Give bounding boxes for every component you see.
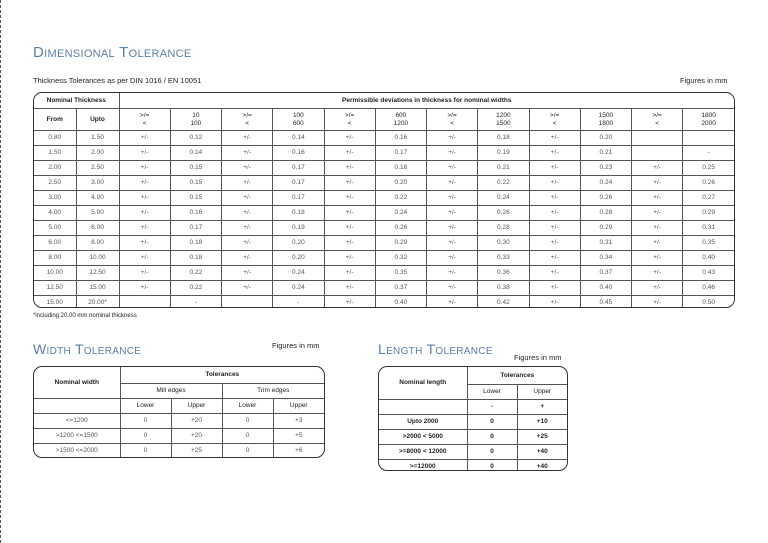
deviation-cell: +/- [324,296,375,309]
deviation-cell: 0.26 [580,191,631,206]
deviation-cell: 0.40 [580,281,631,296]
thickness-range-cell: 10.00 [76,251,119,266]
deviation-cell: 0.30 [478,236,529,251]
width-table [34,367,324,458]
deviation-cell: 0.22 [170,266,221,281]
width-range-header-line: < [450,119,455,127]
deviation-cell: +/- [427,236,478,251]
deviation-cell: +/- [119,221,170,236]
thickness-range-cell: 0.80 [34,131,76,146]
width-range-header-line: 10 [192,112,200,120]
deviation-cell: +/- [324,236,375,251]
thickness-range-cell: 1.50 [76,131,119,146]
deviation-cell: 0.24 [273,266,324,281]
thickness-row [34,281,734,296]
deviation-cell: +/- [427,281,478,296]
deviation-cell: +/- [427,191,478,206]
thickness-range-cell: 4.00 [76,191,119,206]
width-range-header-line: < [655,119,660,127]
deviation-cell: +/- [119,176,170,191]
thickness-range-cell: 1.50 [34,146,76,161]
deviation-cell: 0.12 [170,131,221,146]
dimensional-tolerance-title: Dimensional Tolerance [33,44,192,61]
deviation-cell: 0.21 [580,146,631,161]
deviation-cell: 0.25 [683,161,734,176]
deviation-cell: +/- [222,281,273,296]
length-upper-sign: + [517,400,567,415]
length-header-row-1 [379,367,567,385]
deviation-cell: +/- [427,266,478,281]
deviation-cell: 0.42 [478,296,529,309]
figures-note-width: Figures in mm [272,341,320,350]
deviation-cell: 0.20 [375,176,426,191]
deviation-cell: +/- [119,251,170,266]
deviation-cell: +/- [632,191,683,206]
deviation-cell: 0.16 [170,206,221,221]
deviation-cell: 0.19 [478,146,529,161]
thickness-range-cell: 2.00 [34,161,76,176]
thickness-range-cell: 12.50 [34,281,76,296]
deviation-cell: +/- [632,176,683,191]
deviation-cell: +/- [222,131,273,146]
nominal-width-cell: >1500 <=2000 [34,444,120,459]
deviation-cell: +/- [324,251,375,266]
width-blank-cell [34,399,120,414]
deviation-cell: +/- [324,176,375,191]
deviation-cell: 0.15 [170,176,221,191]
length-tolerances-header: Tolerances [467,367,567,385]
width-range-header [632,109,683,131]
width-tolerance-cell: +3 [273,414,324,429]
deviation-cell: 0.17 [273,176,324,191]
deviation-cell: +/- [632,161,683,176]
deviation-cell: +/- [222,176,273,191]
nominal-thickness-header: Nominal Thickness [34,93,119,109]
length-tolerance-cell: +40 [517,460,567,472]
thickness-row [34,236,734,251]
thickness-range-cell: 10.00 [34,266,76,281]
deviation-cell: - [683,146,734,161]
deviation-cell: 0.40 [683,251,734,266]
width-tolerance-cell: 0 [120,444,171,459]
width-range-header [375,109,426,131]
deviation-cell: 0.24 [273,281,324,296]
width-tolerance-title: Width Tolerance [33,341,142,357]
width-tolerance-cell: 0 [222,429,273,444]
deviation-cell: 0.45 [580,296,631,309]
deviation-cell: +/- [529,266,580,281]
width-range-header [170,109,221,131]
deviation-cell [119,296,170,309]
deviation-cell: +/- [427,251,478,266]
deviation-cell: +/- [222,221,273,236]
width-range-header-line: < [552,119,557,127]
deviation-cell: 0.24 [478,191,529,206]
length-row [379,445,567,460]
thickness-row [34,266,734,281]
deviation-cell: - [273,296,324,309]
width-table-frame [33,366,325,458]
deviation-cell: 0.27 [683,191,734,206]
deviation-cell: +/- [119,131,170,146]
deviation-cell: +/- [427,221,478,236]
deviation-cell: +/- [427,206,478,221]
deviation-cell: +/- [529,146,580,161]
deviation-cell [683,131,734,146]
width-range-header-line: 1200 [496,112,511,120]
width-tolerance-cell: 0 [222,444,273,459]
width-row [34,429,324,444]
deviation-cell: +/- [632,206,683,221]
deviation-cell: +/- [119,266,170,281]
trim-lower-header: Lower [222,399,273,414]
deviation-cell: +/- [529,191,580,206]
length-tolerance-cell: 0 [467,445,517,460]
deviation-cell: 0.22 [375,191,426,206]
deviation-cell: +/- [119,281,170,296]
thickness-row [34,296,734,309]
deviation-cell: +/- [529,221,580,236]
width-range-header [683,109,734,131]
deviation-cell: +/- [119,146,170,161]
deviation-cell: - [170,296,221,309]
width-range-header-line: < [142,119,147,127]
nominal-length-header: Nominal length [379,367,467,400]
deviation-cell: 0.18 [478,131,529,146]
thickness-range-cell: 8.00 [34,251,76,266]
deviation-cell: 0.19 [273,221,324,236]
figures-note-main: Figures in mm [680,76,728,85]
deviation-cell: +/- [529,281,580,296]
thickness-range-cell: 3.00 [76,176,119,191]
deviation-cell: +/- [119,236,170,251]
width-range-header-line: >/= [447,112,457,120]
deviation-cell: 0.43 [683,266,734,281]
deviation-cell: +/- [427,146,478,161]
thickness-row [34,221,734,236]
thickness-range-cell: 6.00 [76,221,119,236]
deviation-cell: 0.31 [580,236,631,251]
deviation-cell: 0.17 [273,161,324,176]
deviation-cell: +/- [324,221,375,236]
deviation-cell: +/- [119,206,170,221]
width-range-header [529,109,580,131]
mill-lower-header: Lower [120,399,171,414]
nominal-length-cell: Upto 2000 [379,415,467,430]
deviation-cell: +/- [222,236,273,251]
deviation-cell [632,146,683,161]
deviation-cell: 0.34 [580,251,631,266]
width-range-header-line: >/= [652,112,662,120]
width-tolerance-cell: +20 [171,429,222,444]
deviation-cell: 0.35 [375,266,426,281]
width-range-header [119,109,170,131]
deviation-cell: +/- [632,236,683,251]
width-tolerances-header: Tolerances [120,367,324,384]
nominal-length-cell: >=8000 < 12000 [379,445,467,460]
deviation-cell: +/- [632,266,683,281]
deviation-cell: 0.20 [273,251,324,266]
length-row [379,415,567,430]
deviation-cell: +/- [222,191,273,206]
width-range-header-line: >/= [242,112,252,120]
nominal-width-cell: <=1200 [34,414,120,429]
deviation-cell: +/- [324,161,375,176]
thickness-range-cell: 5.00 [34,221,76,236]
width-header-row-3 [34,399,324,414]
deviation-cell: 0.14 [170,146,221,161]
length-table [379,367,567,471]
deviation-cell: 0.37 [580,266,631,281]
deviation-cell: +/- [529,206,580,221]
thickness-row [34,146,734,161]
deviation-cell: 0.24 [580,176,631,191]
width-range-header [478,109,529,131]
width-range-header-line: 1800 [701,112,716,120]
deviation-cell: +/- [529,296,580,309]
width-tolerance-cell: 0 [222,414,273,429]
width-range-header-line: < [347,119,352,127]
deviation-cell: 0.14 [273,131,324,146]
deviation-cell: +/- [119,191,170,206]
thickness-row [34,206,734,221]
mill-upper-header: Upper [171,399,222,414]
deviation-cell: 0.15 [170,191,221,206]
nominal-length-cell: >2000 < 5000 [379,430,467,445]
width-tolerance-cell: +25 [171,444,222,459]
deviation-cell: 0.31 [683,221,734,236]
deviation-cell: +/- [222,251,273,266]
deviation-cell: +/- [222,146,273,161]
deviation-cell: 0.23 [580,161,631,176]
deviation-cell: 0.26 [478,206,529,221]
deviation-cell: 0.20 [273,236,324,251]
deviation-cell: 0.26 [375,221,426,236]
deviation-cell: 0.22 [170,281,221,296]
deviation-cell: 0.18 [375,161,426,176]
deviation-cell: 0.16 [273,146,324,161]
nominal-length-cell: >=12000 [379,460,467,472]
thickness-subtitle: Thickness Tolerances as per DIN 1016 / EN 10051 [33,76,202,85]
deviation-cell: +/- [529,161,580,176]
width-range-header [427,109,478,131]
page-edge-dashed-line [0,0,1,543]
thickness-range-cell: 3.00 [34,191,76,206]
width-range-header-line: >/= [139,112,150,120]
thickness-row [34,191,734,206]
length-table-frame [378,366,568,471]
deviation-cell: +/- [324,146,375,161]
width-tolerance-cell: 0 [120,429,171,444]
width-range-header-line: 1800 [598,119,614,127]
deviation-cell: 0.35 [683,236,734,251]
thickness-header-row-2 [34,109,734,131]
deviation-cell: +/- [324,266,375,281]
deviation-cell: +/- [529,251,580,266]
width-range-header-line: 2000 [701,119,716,127]
deviation-cell: +/- [632,296,683,309]
deviation-cell: 0.29 [580,221,631,236]
thickness-row [34,131,734,146]
deviation-cell: +/- [632,251,683,266]
deviation-cell: 0.32 [375,251,426,266]
deviation-cell: 0.21 [478,161,529,176]
trim-upper-header: Upper [273,399,324,414]
mill-edges-header: Mill edges [120,384,222,399]
deviation-cell: 0.29 [683,206,734,221]
deviation-cell: +/- [222,161,273,176]
deviation-cell: +/- [427,131,478,146]
length-lower-header: Lower [467,385,517,400]
deviation-cell: 0.16 [375,131,426,146]
width-range-header-line: < [245,119,250,127]
width-range-header [222,109,273,131]
deviation-cell: 0.18 [170,251,221,266]
thickness-range-cell: 20.00* [76,296,119,309]
length-row [379,430,567,445]
width-tolerance-cell: +6 [273,444,324,459]
width-range-header-line: >/= [344,112,355,120]
deviation-cell: +/- [529,176,580,191]
length-tolerance-cell: +25 [517,430,567,445]
thickness-header-row-1 [34,93,734,109]
deviation-cell: +/- [427,161,478,176]
figures-note-length: Figures in mm [514,353,562,362]
thickness-range-cell: 2.50 [76,161,119,176]
thickness-table [34,93,734,308]
deviation-cell: 0.40 [375,296,426,309]
width-range-header-line: 600 [292,119,304,127]
deviation-cell: 0.28 [478,221,529,236]
width-range-header-line: 600 [395,112,407,120]
length-tolerance-cell: 0 [467,460,517,472]
length-sign-row [379,400,567,415]
deviation-cell: 0.17 [170,221,221,236]
deviation-cell: +/- [632,281,683,296]
trim-edges-header: Trim edges [222,384,324,399]
deviation-cell: 0.17 [273,191,324,206]
deviation-cell: 0.37 [375,281,426,296]
deviation-cell: 0.18 [170,236,221,251]
deviation-cell: 0.22 [478,176,529,191]
length-tolerance-cell: +10 [517,415,567,430]
width-range-header [324,109,375,131]
deviation-cell: +/- [119,161,170,176]
thickness-range-cell: 5.00 [76,206,119,221]
deviation-cell: 0.26 [683,176,734,191]
width-range-header-line: 1500 [496,119,511,127]
deviation-cell: +/- [427,296,478,309]
deviation-cell: 0.20 [580,131,631,146]
deviation-cell: 0.36 [478,266,529,281]
deviation-cell: +/- [427,176,478,191]
thickness-range-cell: 15.00 [34,296,76,309]
width-tolerance-cell: 0 [120,414,171,429]
width-range-header-line: 100 [190,119,202,127]
thickness-range-cell: 2.00 [76,146,119,161]
deviation-cell: +/- [222,266,273,281]
deviation-cell: 0.46 [683,281,734,296]
thickness-table-frame [33,92,735,308]
width-tolerance-cell: +5 [273,429,324,444]
width-range-header-line: 1500 [598,112,614,120]
thickness-range-cell: 2.50 [34,176,76,191]
deviation-cell: +/- [529,131,580,146]
nominal-width-header: Nominal width [34,367,120,399]
width-range-header-line: 1200 [393,119,409,127]
width-row [34,444,324,459]
length-tolerance-cell: 0 [467,430,517,445]
length-row [379,460,567,472]
length-tolerance-cell: 0 [467,415,517,430]
thickness-row [34,251,734,266]
from-header: From [34,109,76,131]
deviation-cell: 0.15 [170,161,221,176]
upto-header: Upto [76,109,119,131]
deviation-cell: 0.18 [273,206,324,221]
thickness-range-cell: 6.00 [34,236,76,251]
length-tolerance-title: Length Tolerance [378,341,493,357]
deviation-cell: +/- [222,206,273,221]
width-range-header-line: >/= [549,112,560,120]
width-tolerance-cell: +20 [171,414,222,429]
nominal-width-cell: >1200 <=1500 [34,429,120,444]
deviation-cell: +/- [632,221,683,236]
deviation-cell: 0.29 [375,236,426,251]
width-header-row-1 [34,367,324,384]
deviation-cell: +/- [324,191,375,206]
length-upper-header: Upper [517,385,567,400]
deviation-cell: 0.24 [375,206,426,221]
deviation-cell: 0.33 [478,251,529,266]
length-lower-sign: - [467,400,517,415]
width-range-header-line: 100 [292,112,304,120]
length-tolerance-cell: +40 [517,445,567,460]
length-blank-cell [379,400,467,415]
width-row [34,414,324,429]
width-range-header [580,109,631,131]
thickness-range-cell: 12.50 [76,266,119,281]
deviation-cell: +/- [529,236,580,251]
thickness-range-cell: 4.00 [34,206,76,221]
deviation-cell [632,131,683,146]
deviation-cell: 0.28 [580,206,631,221]
deviation-cell: 0.38 [478,281,529,296]
width-range-header [273,109,324,131]
deviation-cell: +/- [324,281,375,296]
thickness-range-cell: 8.00 [76,236,119,251]
thickness-row [34,176,734,191]
footnote: *including 20.00 mm nominal thickness [33,313,137,319]
thickness-row [34,161,734,176]
deviation-cell: 0.17 [375,146,426,161]
deviation-cell: +/- [324,131,375,146]
deviation-cell [222,296,273,309]
permissible-deviations-header: Permissible deviations in thickness for nominal widths [119,93,734,109]
deviation-cell: 0.50 [683,296,734,309]
deviation-cell: +/- [324,206,375,221]
thickness-range-cell: 15.00 [76,281,119,296]
